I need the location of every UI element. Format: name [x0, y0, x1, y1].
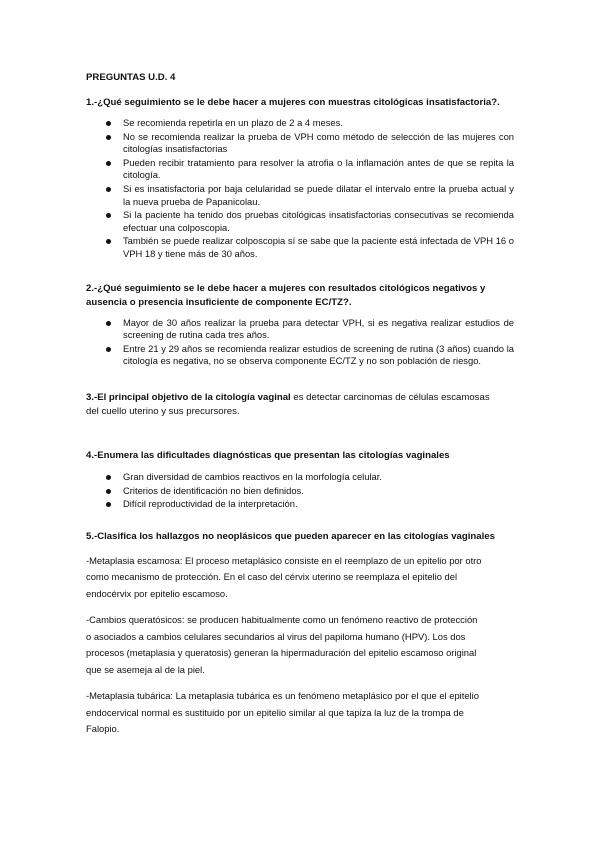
question-4-number: 4.-	[86, 449, 98, 461]
paragraph-line: -Cambios queratósicos: se producen habitualmente como un fenómeno reactivo de protección	[86, 614, 478, 626]
question-1-text: ¿Qué seguimiento se le debe hacer a mujeres con muestras citológicas insatisfactoria?.	[97, 97, 500, 108]
question-1-number: 1.-	[86, 97, 98, 108]
question-3-answer-line-1: es detectar carcinomas de células escamosas	[290, 391, 490, 403]
list-item: Si la paciente ha tenido dos pruebas citológicas insatisfactorias consecutivas se recomienda efectuar una colposcopia.	[123, 209, 514, 233]
question-3-answer-line-2: del cuello uterino y sus precursores.	[86, 405, 240, 417]
document-title: PREGUNTAS U.D. 4	[86, 72, 176, 83]
question-1	[86, 96, 514, 110]
finding-cambios-queratosicos	[86, 612, 514, 678]
finding-metaplasia-tubarica	[86, 688, 514, 738]
paragraph-line: -Metaplasia escamosa: El proceso metaplásico consiste en el reemplazo de un epitelio por otro	[86, 554, 482, 566]
list-item: Difícil reproductividad de la interpretación.	[123, 498, 514, 511]
list-item: Si es insatisfactoria por baja celularidad se puede dilatar el intervalo entre la prueba actual y la nueva prueba de Papanicolau.	[123, 182, 514, 207]
question-3-number: 3.-	[86, 391, 98, 403]
paragraph-line: Falopio.	[86, 723, 120, 735]
question-4-answers	[86, 471, 514, 511]
list-item: Mayor de 30 años realizar la prueba para detectar VPH, si es negativa realizar estudios de screening de rutina cada tres años.	[123, 316, 514, 341]
list-item: Entre 21 y 29 años se recomienda realizar estudios de screening de rutina (3 años) cuando la citología es negativa, no se observa componente EC/TZ y no son población de riesgo.	[123, 342, 514, 367]
paragraph-line: o asociados a cambios celulares secundarios al virus del papiloma humano (HPV). Los dos	[86, 630, 466, 642]
list-item: Pueden recibir tratamiento para resolver la atrofia o la inflamación antes de que se repita la citología.	[123, 156, 514, 181]
paragraph-line: como mecanismo de protección. En el caso del cérvix uterino se reemplaza el epitelio del	[86, 571, 458, 583]
list-item: Gran diversidad de cambios reactivos en la morfología celular.	[123, 471, 514, 484]
paragraph-line: endocérvix por epitelio escamoso.	[86, 587, 228, 599]
list-item: Criterios de identificación no bien definidos.	[123, 485, 514, 498]
question-1-answers	[86, 117, 514, 261]
question-3	[86, 391, 514, 419]
question-4-text: Enumera las dificultades diagnósticas que presentan las citologías vaginales	[97, 449, 450, 461]
question-5-text: Clasifica los hallazgos no neoplásicos que pueden aparecer en las citologías vaginales	[97, 530, 495, 542]
question-4	[86, 449, 514, 463]
list-item: Se recomienda repetirla en un plazo de 2 a 4 meses.	[123, 117, 514, 130]
question-5-number: 5.-	[86, 530, 98, 542]
question-2-text-line-1: ¿Qué seguimiento se le debe hacer a mujeres con resultados citológicos negativos y	[97, 282, 486, 294]
question-2-number: 2.-	[86, 282, 98, 294]
list-item: No se recomienda realizar la prueba de VPH como método de selección de las mujeres con citologías insatisfactorias	[123, 130, 514, 155]
paragraph-line: procesos (metaplasia y queratosis) generan la hipermaduración del epitelio escamoso original	[86, 647, 477, 659]
question-3-text: El principal objetivo de la citología vaginal	[97, 391, 291, 403]
list-item: También se puede realizar colposcopia sí se sabe que la paciente está infectada de VPH 16 o VPH 18 y tiene más de 30 años.	[123, 235, 514, 259]
question-2	[86, 282, 514, 310]
paragraph-line: endocervical normal es sustituido por un epitelio similar al que tapiza la luz de la trompa de	[86, 706, 464, 718]
paragraph-line: -Metaplasia tubárica: La metaplasia tubárica es un fenómeno metaplásico por el que el epitelio	[86, 690, 479, 702]
question-2-text-line-2: ausencia o presencia insuficiente de componente EC/TZ?.	[86, 296, 352, 308]
question-2-answers	[86, 317, 514, 368]
question-5	[86, 530, 514, 544]
finding-metaplasia-escamosa	[86, 553, 514, 603]
paragraph-line: que se asemeja al de la piel.	[86, 663, 205, 675]
